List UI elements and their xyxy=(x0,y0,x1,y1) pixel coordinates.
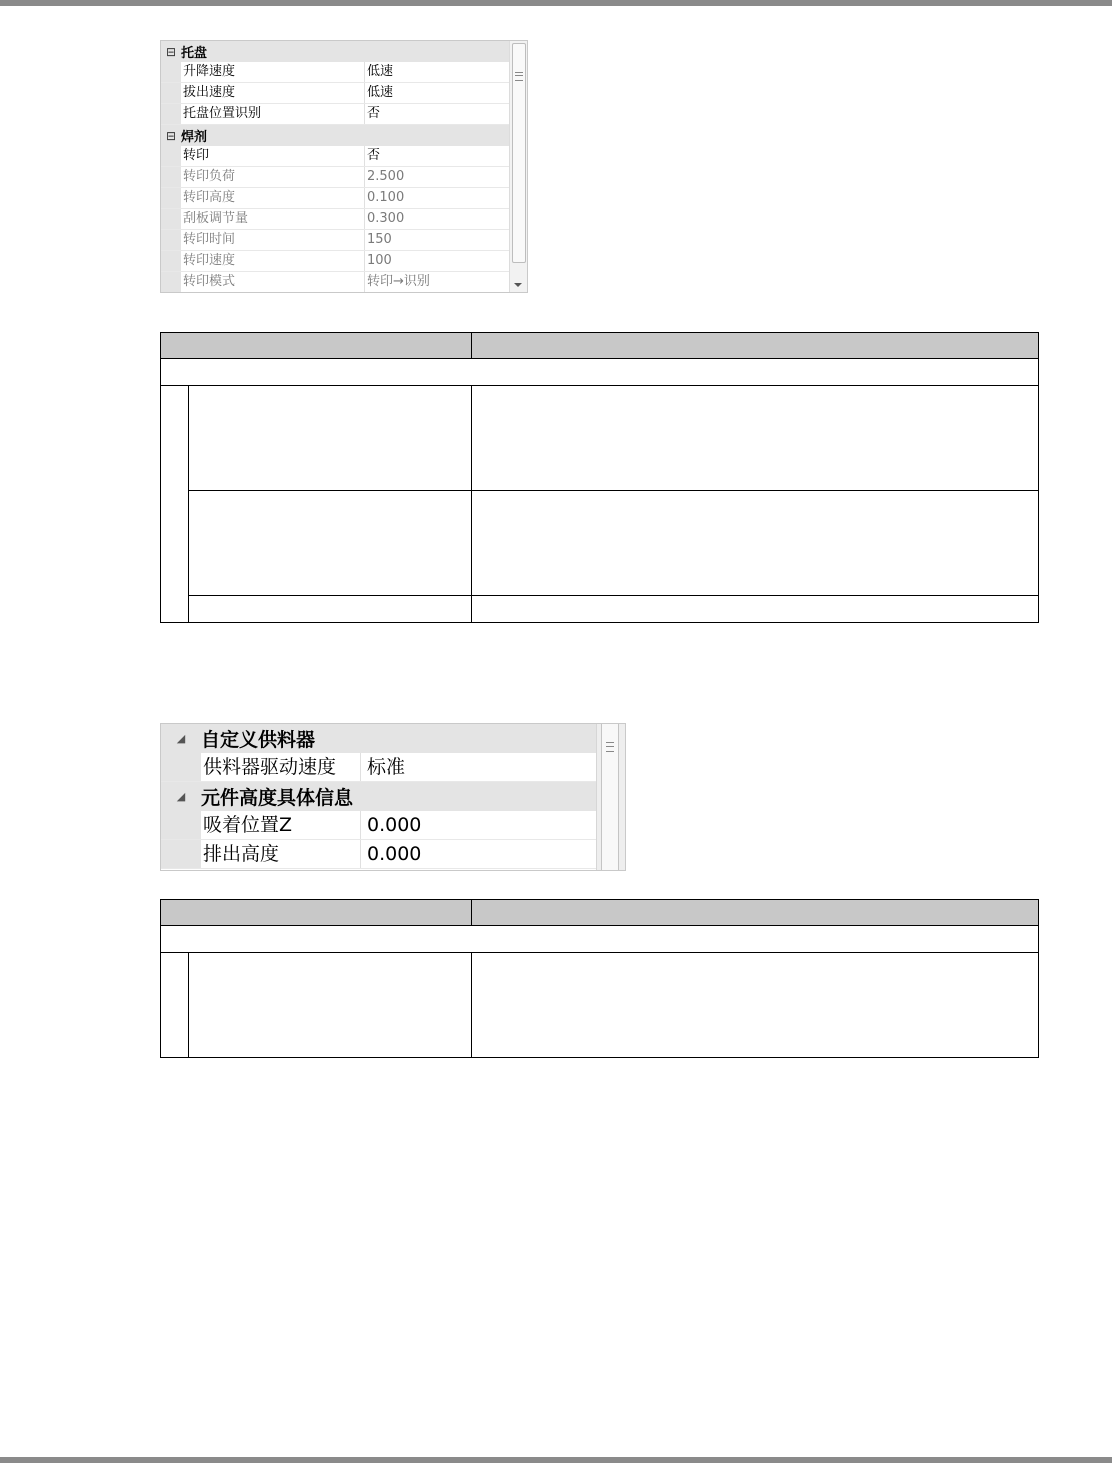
property-row[interactable] xyxy=(161,62,511,83)
property-name: 转印时间 xyxy=(181,230,365,250)
property-name: 转印负荷 xyxy=(181,167,365,187)
scroll-grip-icon xyxy=(606,742,614,752)
property-row-disabled xyxy=(161,188,511,209)
property-value: 0.300 xyxy=(367,211,405,226)
property-value[interactable]: 低速 xyxy=(367,64,394,79)
property-row-disabled xyxy=(161,209,511,230)
table-header-col-2 xyxy=(472,900,1038,925)
category-label: 托盘 xyxy=(181,46,208,61)
scrollbar-thumb[interactable] xyxy=(601,724,619,870)
category-row-component-height[interactable] xyxy=(161,782,597,811)
table-row xyxy=(188,953,1038,1057)
property-value[interactable]: 标准 xyxy=(367,756,406,778)
category-row-tray[interactable] xyxy=(161,41,511,62)
table-body xyxy=(161,386,1038,622)
property-name: 转印高度 xyxy=(181,188,365,208)
table-header xyxy=(161,900,1038,926)
scroll-grip-icon xyxy=(515,72,523,81)
table-header xyxy=(161,333,1038,359)
property-row-disabled xyxy=(161,251,511,272)
scrollbar-thumb[interactable] xyxy=(512,43,526,263)
table-group-row xyxy=(161,926,1038,953)
description-table-2 xyxy=(160,899,1039,1058)
table-row xyxy=(188,491,1038,596)
property-row[interactable] xyxy=(161,753,597,782)
page-top-rule xyxy=(0,0,1112,6)
property-grid-tray-flux[interactable] xyxy=(160,40,528,293)
property-name: 供料器驱动速度 xyxy=(201,753,361,781)
property-grid-rows xyxy=(161,41,511,293)
description-table-1 xyxy=(160,332,1039,623)
expand-triangle-icon[interactable]: ◢ xyxy=(176,790,186,803)
property-row[interactable] xyxy=(161,146,511,167)
property-row[interactable] xyxy=(161,83,511,104)
page-bottom-rule xyxy=(0,1457,1112,1463)
table-header-col-1 xyxy=(161,333,472,358)
property-grid-rows xyxy=(161,724,597,869)
property-name: 托盘位置识别 xyxy=(181,104,365,124)
collapse-icon[interactable]: ⊟ xyxy=(165,44,177,59)
property-row[interactable] xyxy=(161,840,597,869)
property-value[interactable]: 低速 xyxy=(367,85,394,100)
property-name: 吸着位置Z xyxy=(201,811,361,839)
property-name: 转印速度 xyxy=(181,251,365,271)
vertical-scrollbar[interactable] xyxy=(596,724,625,870)
property-row-disabled xyxy=(161,230,511,251)
table-row xyxy=(188,386,1038,491)
property-row-disabled xyxy=(161,167,511,188)
scroll-down-arrow-icon[interactable] xyxy=(514,283,522,287)
property-value: 2.500 xyxy=(367,169,405,184)
property-value[interactable]: 否 xyxy=(367,148,381,163)
property-value: 转印→识别 xyxy=(367,274,430,289)
category-row-flux[interactable] xyxy=(161,125,511,146)
property-value[interactable]: 否 xyxy=(367,106,381,121)
property-value: 100 xyxy=(367,253,392,268)
table-header-col-1 xyxy=(161,900,472,925)
property-name: 转印 xyxy=(181,146,365,166)
property-value: 150 xyxy=(367,232,392,247)
category-row-custom-feeder[interactable] xyxy=(161,724,597,753)
property-name: 刮板调节量 xyxy=(181,209,365,229)
table-row xyxy=(188,596,1038,622)
property-row-disabled xyxy=(161,272,511,293)
property-name: 转印模式 xyxy=(181,272,365,292)
property-grid-feeder[interactable] xyxy=(160,723,626,871)
property-row[interactable] xyxy=(161,811,597,840)
property-name: 升降速度 xyxy=(181,62,365,82)
property-row[interactable] xyxy=(161,104,511,125)
category-label: 焊剂 xyxy=(181,130,208,145)
property-name: 排出高度 xyxy=(201,840,361,868)
table-body xyxy=(161,953,1038,1057)
property-value[interactable]: 0.000 xyxy=(367,814,422,836)
expand-triangle-icon[interactable]: ◢ xyxy=(176,732,186,745)
property-name: 拔出速度 xyxy=(181,83,365,103)
collapse-icon[interactable]: ⊟ xyxy=(165,128,177,143)
property-value[interactable]: 0.000 xyxy=(367,843,422,865)
table-group-row xyxy=(161,359,1038,386)
category-label: 自定义供料器 xyxy=(201,729,316,751)
table-header-col-2 xyxy=(472,333,1038,358)
category-label: 元件高度具体信息 xyxy=(201,787,354,809)
property-value: 0.100 xyxy=(367,190,405,205)
vertical-scrollbar[interactable] xyxy=(509,41,527,292)
